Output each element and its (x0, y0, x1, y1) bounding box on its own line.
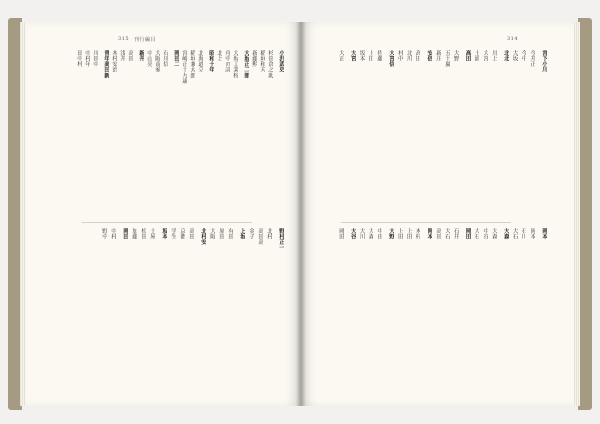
text-column: 舟中の詩 (224, 50, 230, 73)
text-column: 大坂正二郎 (243, 50, 249, 78)
text-column: 岡本 (529, 228, 536, 240)
text-column: 宮下小川 (541, 50, 547, 73)
text-column: 稲垣兼太郎 (189, 50, 195, 78)
text-column: 大森 (502, 228, 509, 240)
text-column: 小沢武史 (278, 50, 284, 73)
text-column: 原田 (218, 228, 224, 240)
right-page (301, 22, 574, 406)
text-column: 石川 (520, 228, 527, 240)
text-column: 大川 (358, 228, 365, 240)
book-gutter (296, 22, 306, 406)
text-column: 中田 (376, 228, 383, 240)
text-column: 土浦 (473, 50, 480, 62)
text-column: 松田 (140, 228, 146, 240)
right-bottom-columns (337, 228, 547, 404)
text-column: 川田中 (92, 50, 98, 67)
left-bottom-section (26, 228, 301, 404)
text-column: 高田 (188, 228, 194, 240)
text-column: 新庄 (435, 50, 442, 62)
text-column: 大森 (367, 228, 374, 240)
text-column: 北北 (502, 50, 509, 62)
text-column: 中山亮 (146, 50, 152, 67)
text-column: 北村安 (200, 228, 206, 245)
text-column: 大野 (388, 228, 394, 240)
text-column: 北海道立 (197, 50, 203, 73)
text-column: 稲垣和夫 (259, 50, 265, 73)
text-column: 佐藤 (376, 50, 383, 62)
text-column: 大石 (473, 228, 480, 240)
right-page-number: 314 (507, 36, 519, 42)
text-column: 中谷 (482, 228, 489, 240)
left-bottom-columns (76, 228, 284, 404)
text-column: 高田高 (257, 228, 263, 245)
text-column: 大阪 (209, 228, 215, 240)
text-column: 中村年 (84, 50, 90, 67)
text-column: 大野 (452, 50, 459, 62)
text-column: 大石 (443, 228, 450, 240)
text-column: 青年高田新 (103, 50, 109, 78)
text-column: 上田 (367, 50, 374, 62)
text-column: 有田 (227, 228, 233, 240)
text-column: 新藤勲 (251, 50, 257, 67)
text-column: 岡田二 (173, 50, 179, 67)
text-column: 金子 (248, 228, 254, 240)
left-running-title: 刊行編目 (134, 37, 157, 43)
left-page (26, 22, 301, 406)
right-top-columns (337, 50, 547, 226)
text-column: 大宮信 (388, 50, 394, 67)
text-column: 大阪南家 (154, 50, 160, 73)
text-column: 高田 (414, 50, 421, 62)
text-column: 北村 (266, 228, 272, 240)
text-column: 岡田 (122, 228, 128, 240)
text-column: 五十嵐 (443, 50, 450, 67)
text-column: 上坂 (239, 228, 245, 240)
right-bottom-section (301, 228, 574, 404)
text-column: 大森 (490, 228, 497, 240)
right-section-divider (341, 222, 511, 223)
text-column: 大宮 (349, 50, 356, 62)
text-column: 村中 (396, 50, 403, 62)
text-column: 木村 (414, 228, 421, 240)
text-column: 野村正一 (278, 228, 284, 251)
text-column: 昭和十年 (208, 50, 214, 73)
left-top-columns (76, 50, 284, 226)
text-column: 大坂 (511, 50, 518, 62)
right-top-section (301, 50, 574, 226)
text-column: 岡田 (464, 228, 471, 240)
text-column: 岡田 (337, 228, 344, 240)
text-column: 北川 (405, 50, 412, 62)
text-column: 坂本 (358, 50, 365, 62)
text-column: 大石 (511, 228, 518, 240)
text-column: 京都 (179, 228, 185, 240)
text-column: 田中村 (76, 50, 82, 67)
text-column: 坂本 (161, 228, 167, 240)
text-column: 大谷 (349, 228, 356, 240)
text-column: 今中 (520, 50, 527, 62)
left-top-section (26, 50, 301, 226)
text-column: 新井 (138, 50, 144, 62)
book-cover-right-edge (578, 18, 592, 410)
text-column: 大坂工業校 (232, 50, 238, 78)
left-section-divider (82, 222, 252, 223)
text-column: 川上 (490, 50, 497, 62)
text-column: 野中 (101, 228, 107, 240)
text-column: 石井 (452, 228, 459, 240)
text-column: 上田 (396, 228, 403, 240)
text-column: 土屋 (149, 228, 155, 240)
text-column: 木村安治 (111, 50, 117, 73)
text-column: 大宮 (482, 50, 489, 62)
text-column: 浅井 (119, 50, 125, 62)
text-column: 中村 (110, 228, 116, 240)
text-column: 岡本 (541, 228, 547, 240)
text-column: 安倍 (426, 50, 433, 62)
left-page-number: 315 (118, 36, 130, 42)
text-column: 大正 (337, 50, 344, 62)
text-column: 北上 (216, 50, 222, 62)
text-column: 今井正 (529, 50, 536, 67)
text-column: 岡本 (426, 228, 433, 240)
text-column: 高田 (435, 228, 442, 240)
text-column: 加藤 (131, 228, 137, 240)
text-column: 上田 (405, 228, 412, 240)
text-column: 杉田倉之助 (267, 50, 273, 78)
text-column: 高田 (127, 50, 133, 62)
text-column: 高田 (464, 50, 471, 62)
text-column: 宮崎正十九歳 (181, 50, 187, 84)
text-column: 石川信 (162, 50, 168, 67)
text-column: 学生 (170, 228, 176, 240)
